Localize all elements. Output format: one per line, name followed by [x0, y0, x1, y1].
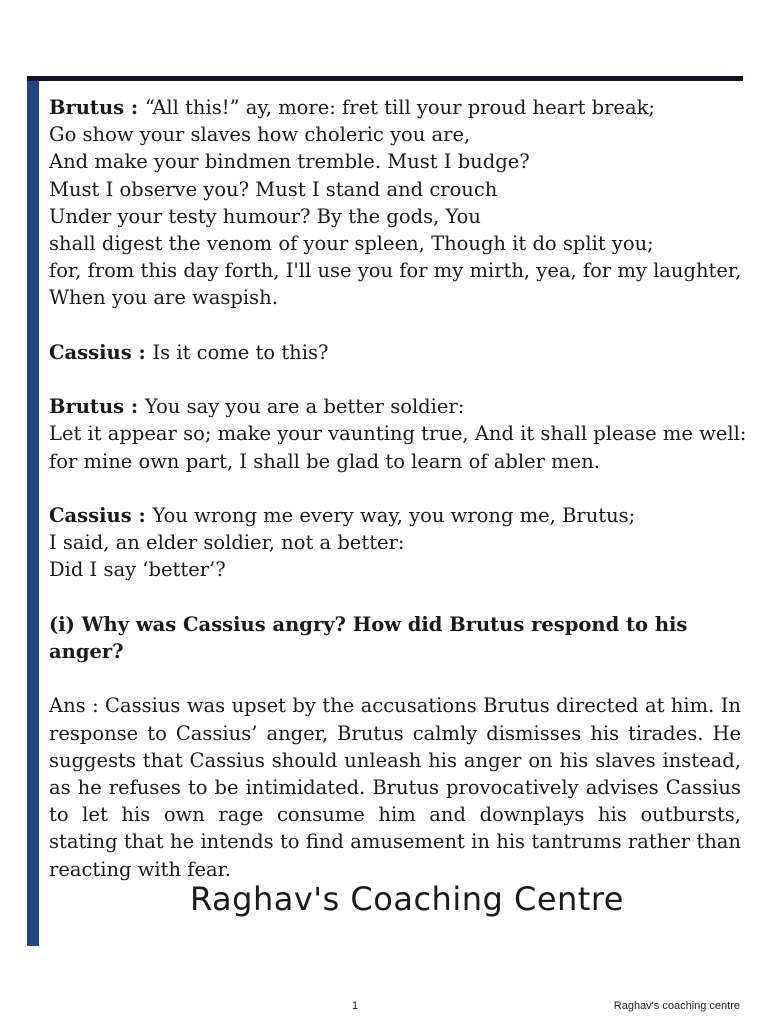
running-footer: Raghav's coaching centre: [613, 1000, 740, 1012]
speaker-name: Cassius: [49, 504, 132, 527]
dialogue-line: [49, 339, 741, 366]
page-content: [49, 94, 747, 883]
answer-text: Ans : Cassius was upset by the accusations Brutus directed at him. In response to Cassius’ anger, Brutus calmly dismisses his tirades. He suggests that Cassius should unleash his anger on his slaves instead, as he refuses to be intimidated. Brutus provocatively advises Cassius to let his own rage consume him and downplays his outbursts, stating that he intends to find amusement in his tantrums rather than reacting with fear.: [49, 694, 741, 881]
dialogue-line: Under your testy humour? By the gods, You: [49, 204, 481, 228]
dialogue-line: Did I say ‘better’?: [49, 558, 226, 582]
dialogue-line: [49, 393, 741, 420]
dialogue-block-brutus-1: [49, 94, 741, 312]
coaching-centre-title: Raghav's Coaching Centre: [190, 880, 624, 918]
left-accent-bar: [27, 76, 39, 946]
line-text: You wrong me every way, you wrong me, Brutus;: [152, 504, 636, 527]
speaker-name: Cassius: [49, 340, 132, 364]
dialogue-line: for, from this day forth, I'll use you for my mirth, yea, for my laughter,: [49, 259, 742, 283]
top-rule: [27, 76, 743, 81]
dialogue-line: Let it appear so; make your vaunting true, And it shall please me well:: [49, 422, 747, 446]
line-text: You say you are a better soldier:: [144, 395, 465, 419]
dialogue-line: When you are waspish.: [49, 286, 278, 310]
dialogue-block-cassius-1: [49, 339, 741, 366]
dialogue-block-cassius-2: [49, 502, 741, 584]
speaker-separator: :: [131, 504, 153, 527]
dialogue-line: Go show your slaves how choleric you are,: [49, 123, 471, 147]
dialogue-line: And make your bindmen tremble. Must I budge?: [49, 150, 530, 174]
question-text: (i) Why was Cassius angry? How did Brutus respond to his anger?: [49, 612, 688, 663]
speaker-separator: :: [124, 96, 145, 119]
dialogue-block-brutus-2: [49, 393, 747, 475]
dialogue-line: Must I observe you? Must I stand and crouch: [49, 177, 498, 201]
line-text: “All this!” ay, more: fret till your proud heart break;: [144, 96, 655, 119]
dialogue-line: [49, 94, 741, 121]
speaker-name: Brutus: [49, 96, 125, 119]
speaker-name: Brutus: [49, 395, 125, 419]
speaker-separator: :: [124, 395, 145, 419]
dialogue-line: [49, 502, 741, 529]
line-text: Is it come to this?: [152, 340, 329, 364]
dialogue-line: I said, an elder soldier, not a better:: [49, 531, 405, 555]
speaker-separator: :: [131, 340, 153, 364]
dialogue-line: for mine own part, I shall be glad to learn of abler men.: [49, 449, 600, 473]
dialogue-line: shall digest the venom of your spleen, Though it do split you;: [49, 232, 654, 256]
page-number: 1: [352, 1000, 359, 1012]
